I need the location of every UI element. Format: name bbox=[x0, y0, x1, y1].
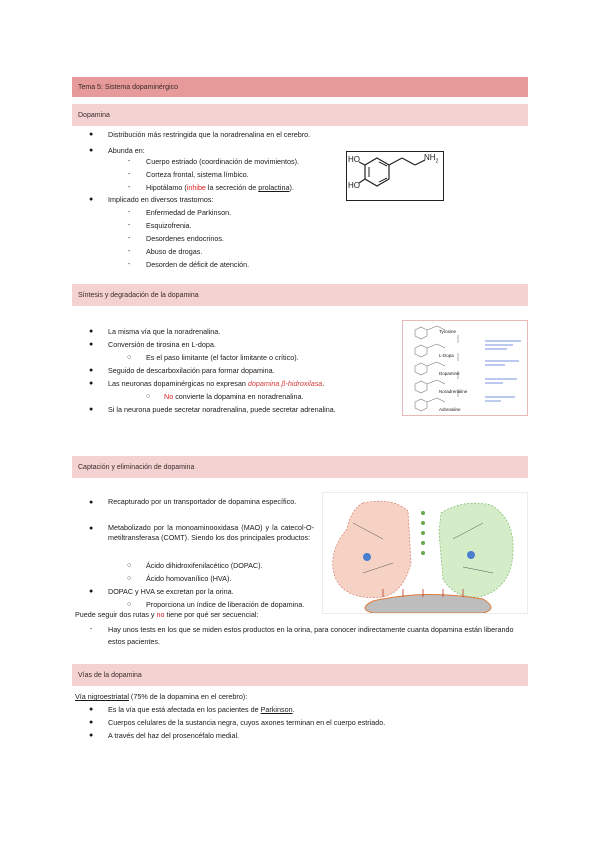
bullet-icon: ● bbox=[89, 588, 94, 595]
list-item: Cuerpos celulares de la sustancia negra, cuyos axones terminan en el cuerpo estriado. bbox=[108, 718, 386, 727]
section-dopamina-header bbox=[72, 104, 528, 126]
figure-label-ldopa: L-Dopa bbox=[439, 353, 454, 358]
synapse-diagram-icon bbox=[323, 493, 527, 613]
list-item: Es la vía que está afectada en los pacientes de Parkinson. bbox=[108, 705, 295, 714]
list-item: Abuso de drogas. bbox=[146, 247, 203, 256]
list-item: Recapturado por un transportador de dopamina específico. bbox=[108, 497, 297, 506]
dash-icon: - bbox=[128, 171, 131, 178]
circle-bullet-icon: ○ bbox=[146, 393, 151, 400]
nigroestriatal-heading: Vía nigroestriatal (75% de la dopamina en el cerebro): bbox=[75, 692, 248, 701]
parkinson-term: Parkinson bbox=[260, 705, 293, 714]
list-item: Desorden de déficit de atención. bbox=[146, 260, 250, 269]
figure-label-tyrosine: Tyrosine bbox=[439, 329, 457, 334]
list-item: Seguido de descarboxilación para formar dopamina. bbox=[108, 366, 275, 375]
list-item: Distribución más restringida que la noradrenalina en el cerebro. bbox=[108, 130, 311, 139]
no-highlight: No bbox=[164, 392, 174, 401]
nh2-label: $NH_2$ bbox=[424, 153, 439, 165]
section-vias-header bbox=[72, 664, 528, 686]
dash-icon: - bbox=[128, 184, 131, 191]
section-sintesis-header bbox=[72, 284, 528, 306]
bullet-icon: ● bbox=[89, 131, 94, 138]
list-item: Proporciona un índice de liberación de dopamina. bbox=[146, 600, 305, 609]
synthesis-pathway-figure bbox=[402, 320, 528, 416]
bullet-icon: ● bbox=[89, 196, 94, 203]
list-item: Desordenes endocrinos. bbox=[146, 234, 224, 243]
dash-icon: - bbox=[128, 261, 131, 268]
list-item: Metabolizado por la monoaminooxidasa (MAO) y la catecol-O-metiltransferasa (COMT). Siendo los dos principales productos: bbox=[108, 523, 314, 542]
list-item: Abunda en: bbox=[108, 146, 145, 155]
bullet-icon: ● bbox=[89, 341, 94, 348]
list-item: Corteza frontal, sistema límbico. bbox=[146, 170, 249, 179]
circle-bullet-icon: ○ bbox=[127, 575, 132, 582]
list-item: Hipotálamo (inhibe la secreción de prolactina). bbox=[146, 183, 294, 192]
bullet-icon: ● bbox=[89, 706, 94, 713]
inhibe-highlight: inhibe bbox=[186, 183, 206, 192]
section-title: Captación y eliminación de dopamina bbox=[78, 463, 195, 471]
bullet-icon: ● bbox=[89, 732, 94, 739]
tests-paragraph: Hay unos tests en los que se miden estos productos en la orina, para conocer indirectamente cuanta dopamina están liberando estos pacientes. bbox=[108, 625, 514, 646]
list-item: Ácido homovanílico (HVA). bbox=[146, 574, 232, 583]
list-item: Enfermedad de Parkinson. bbox=[146, 208, 232, 217]
bullet-icon: ● bbox=[89, 367, 94, 374]
circle-bullet-icon: ○ bbox=[127, 601, 132, 608]
section-captacion-header bbox=[72, 456, 528, 478]
bullet-icon: ● bbox=[89, 328, 94, 335]
no-highlight: no bbox=[156, 610, 165, 619]
list-item: Esquizofrenia. bbox=[146, 221, 192, 230]
list-item: Cuerpo estriado (coordinación de movimientos). bbox=[146, 157, 300, 166]
dash-icon: - bbox=[128, 209, 131, 216]
dash-icon: - bbox=[90, 626, 93, 633]
dopamine-synapse-figure bbox=[322, 492, 528, 614]
list-item: No convierte la dopamina en noradrenalina. bbox=[164, 392, 304, 401]
dopamine-structure-figure bbox=[346, 151, 444, 201]
document-header bbox=[72, 77, 528, 97]
list-item: Las neuronas dopaminérgicas no expresan dopamina β-hidroxilasa. bbox=[108, 379, 325, 388]
list-item: Es el paso limitante (el factor limitante o crítico). bbox=[146, 353, 299, 362]
synthesis-molecules-icon bbox=[403, 321, 527, 415]
bullet-icon: ● bbox=[89, 499, 94, 506]
bullet-icon: ● bbox=[89, 380, 94, 387]
bullet-icon: ● bbox=[89, 525, 94, 532]
dash-icon: - bbox=[128, 158, 131, 165]
bullet-icon: ● bbox=[89, 719, 94, 726]
list-item: Si la neurona puede secretar noradrenalina, puede secretar adrenalina. bbox=[108, 405, 336, 414]
document-title: Tema 5: Sistema dopaminérgico bbox=[78, 83, 178, 91]
circle-bullet-icon: ○ bbox=[127, 354, 132, 361]
list-item: A través del haz del prosencéfalo medial. bbox=[108, 731, 240, 740]
ho-top-label: HO bbox=[348, 155, 360, 164]
circle-bullet-icon: ○ bbox=[127, 562, 132, 569]
list-item: Conversión de tirosina en L-dopa. bbox=[108, 340, 216, 349]
bullet-icon: ● bbox=[89, 147, 94, 154]
section-title: Dopamina bbox=[78, 111, 110, 119]
figure-label-dopamine: Dopamine bbox=[439, 371, 460, 376]
list-item: La misma vía que la noradrenalina. bbox=[108, 327, 221, 336]
ho-bottom-label: HO bbox=[348, 181, 360, 190]
bullet-icon: ● bbox=[89, 406, 94, 413]
list-item: DOPAC y HVA se excretan por la orina. bbox=[108, 587, 234, 596]
prolactina-term: prolactina bbox=[258, 183, 290, 192]
enzyme-highlight: dopamina β-hidroxilasa bbox=[247, 379, 323, 388]
list-item: Implicado en diversos trastornos: bbox=[108, 195, 214, 204]
dash-icon: - bbox=[128, 235, 131, 242]
dash-icon: - bbox=[128, 248, 131, 255]
list-item: Ácido dihidroxifenilacético (DOPAC). bbox=[146, 561, 263, 570]
figure-label-adrenaline: Adrenaline bbox=[439, 407, 461, 412]
section-title: Síntesis y degradación de la dopamina bbox=[78, 291, 199, 299]
figure-label-noradrenaline: Noradrenaline bbox=[439, 389, 468, 394]
section-title: Vías de la dopamina bbox=[78, 671, 142, 679]
dash-icon: - bbox=[128, 222, 131, 229]
nigroestriatal-term: Vía nigroestriatal bbox=[75, 692, 129, 701]
rutas-paragraph: Puede seguir dos rutas y no tiene por qué ser secuencial: bbox=[75, 610, 259, 619]
